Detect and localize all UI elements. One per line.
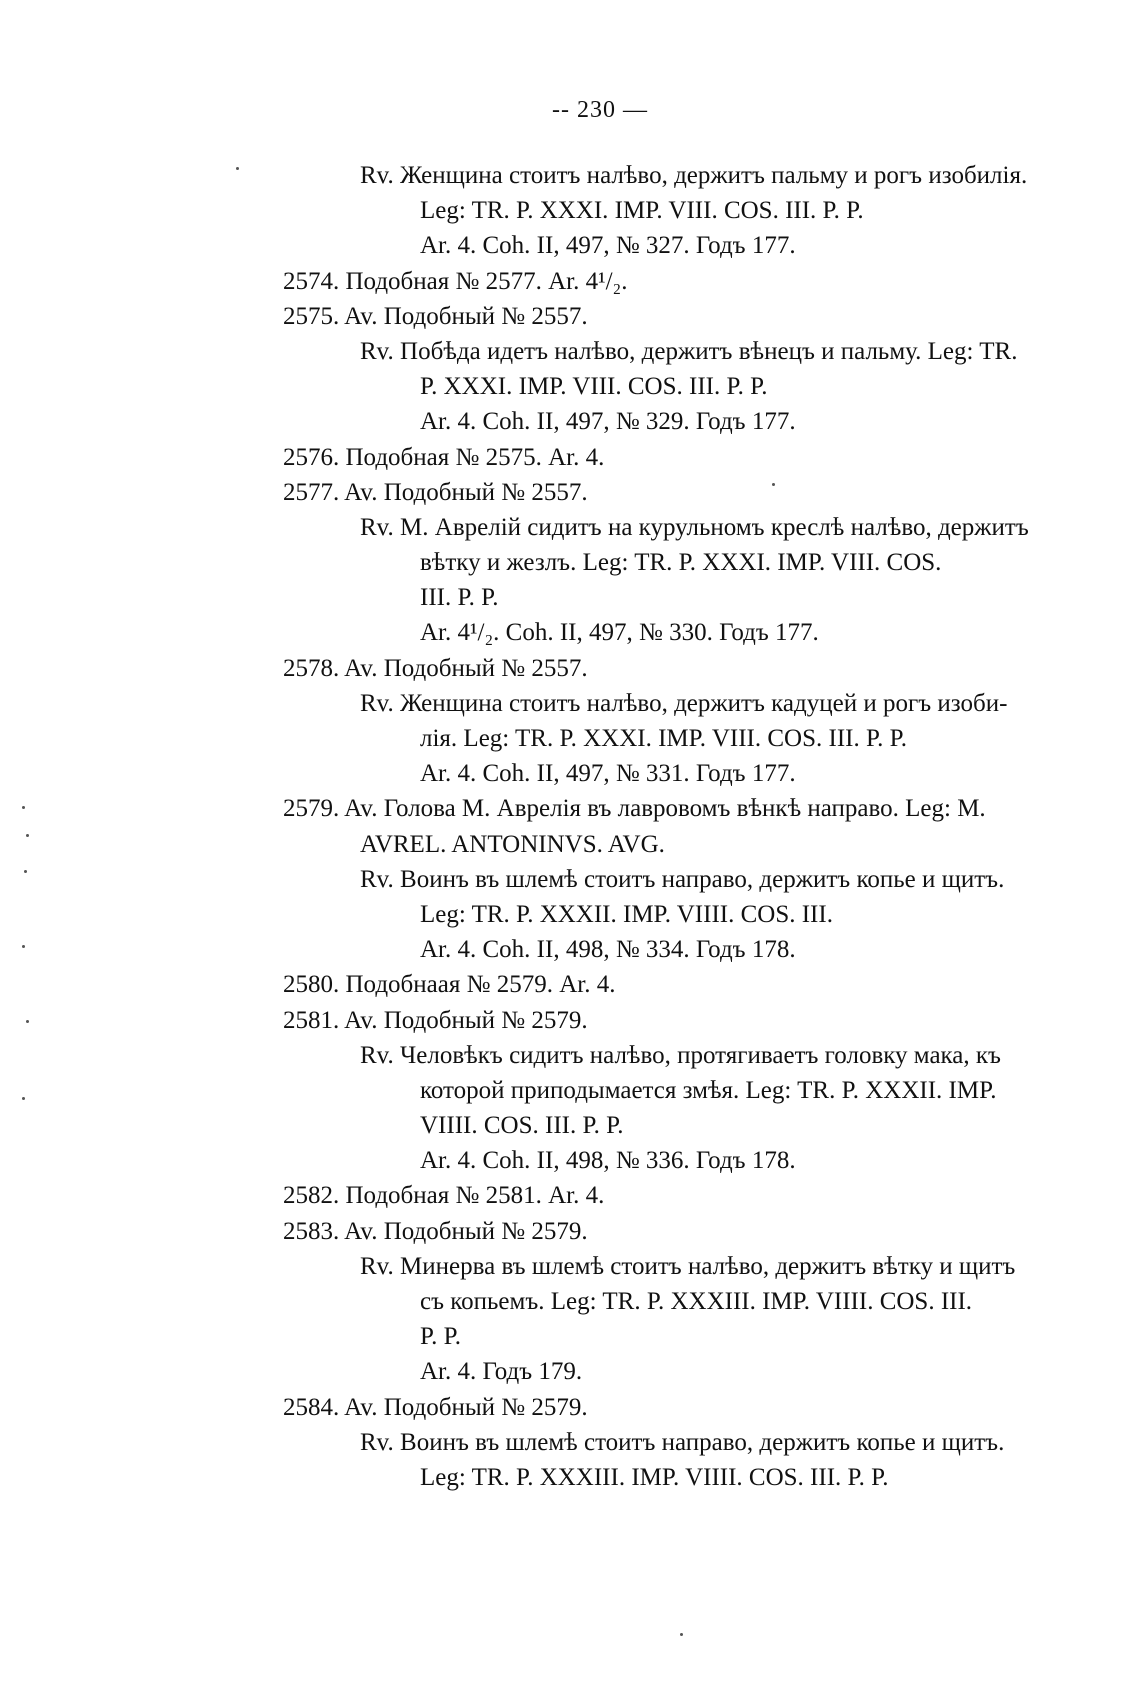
catalog-line-cont: Ar. 4. Coh. II, 497, № 329. Годъ 177.	[420, 408, 796, 436]
catalog-line-num: 2578. Av. Подобный № 2557.	[283, 654, 588, 682]
catalog-line-num: 2576. Подобная № 2575. Ar. 4.	[283, 443, 605, 471]
scan-speck	[680, 1633, 683, 1636]
catalog-line-num: 2575. Av. Подобный № 2557.	[283, 302, 588, 330]
catalog-line-cont: Ar. 4. Годъ 179.	[420, 1358, 583, 1386]
catalog-line-num: 2580. Подобнаая № 2579. Ar. 4.	[283, 971, 616, 999]
catalog-line-cont: вѣтку и жезлъ. Leg: TR. P. XXXI. IMP. VIII. COS.	[420, 549, 942, 577]
catalog-line-cont: III. P. P.	[420, 584, 499, 612]
catalog-line-num: 2582. Подобная № 2581. Ar. 4.	[283, 1182, 605, 1210]
catalog-line-cont: лія. Leg: TR. P. XXXI. IMP. VIII. COS. III. P. P.	[420, 725, 907, 752]
scan-speck	[22, 1097, 25, 1100]
scan-speck	[26, 1020, 29, 1023]
catalog-line-cont: Leg: TR. P. XXXII. IMP. VIIII. COS. III.	[420, 900, 833, 928]
catalog-line-num: 2581. Av. Подобный № 2579.	[283, 1006, 588, 1034]
catalog-line-cont: Ar. 4. Coh. II, 497, № 327. Годъ 177.	[420, 232, 796, 260]
catalog-line-cont: Ar. 4. Coh. II, 498, № 334. Годъ 178.	[420, 936, 796, 964]
catalog-line-cont: Leg: TR. P. XXXI. IMP. VIII. COS. III. P. P.	[420, 197, 864, 225]
catalog-line-cont: Ar. 4¹/₂. Coh. II, 497, № 330. Годъ 177.	[420, 619, 819, 647]
catalog-line-cont: Leg: TR. P. XXXIII. IMP. VIIII. COS. III. P. P.	[420, 1463, 889, 1491]
scan-speck	[24, 870, 27, 873]
catalog-text	[283, 158, 1103, 1495]
scan-speck	[26, 834, 29, 837]
catalog-line-rv: Rv. Побѣда идетъ налѣво, держитъ вѣнецъ и пальму. Leg: TR.	[360, 337, 1018, 365]
catalog-line-cont: VIIII. COS. III. P. P.	[420, 1112, 624, 1140]
catalog-line-cont: Ar. 4. Coh. II, 498, № 336. Годъ 178.	[420, 1147, 796, 1175]
scan-speck	[772, 483, 775, 486]
scan-speck	[22, 806, 25, 809]
catalog-line-num: 2583. Av. Подобный № 2579.	[283, 1217, 588, 1245]
catalog-line-cont: P. XXXI. IMP. VIII. COS. III. P. P.	[420, 373, 768, 401]
catalog-line-num: 2577. Av. Подобный № 2557.	[283, 478, 588, 506]
page-number: -- 230 —	[552, 97, 648, 123]
catalog-line-cont: которой приподымается змѣя. Leg: TR. P. XXXII. IMP.	[420, 1076, 997, 1104]
catalog-line-cont: P. P.	[420, 1323, 462, 1351]
catalog-line-num: 2579. Av. Голова M. Аврелія въ лавровомъ вѣнкѣ направо. Leg: M.	[283, 795, 986, 823]
scan-speck	[236, 167, 239, 170]
catalog-line-rv: Rv. Женщина стоитъ налѣво, держитъ пальму и рогъ изобилія.	[360, 162, 1028, 189]
catalog-line-rv: Rv. Воинъ въ шлемѣ стоитъ направо, держитъ копье и щитъ.	[360, 865, 1005, 893]
catalog-line-rv: Rv. Минерва въ шлемѣ стоитъ налѣво, держитъ вѣтку и щитъ	[360, 1252, 1016, 1280]
catalog-line-rv: Rv. Женщина стоитъ налѣво, держитъ кадуцей и рогъ изоби-	[360, 689, 1008, 717]
catalog-line-num: 2574. Подобная № 2577. Ar. 4¹/₂.	[283, 267, 628, 295]
catalog-line-cont: Ar. 4. Coh. II, 497, № 331. Годъ 177.	[420, 760, 796, 788]
catalog-line-cont: съ копьемъ. Leg: TR. P. XXXIII. IMP. VIIII. COS. III.	[420, 1288, 973, 1315]
catalog-line-av2: AVREL. ANTONINVS. AVG.	[360, 830, 665, 858]
scan-speck	[22, 945, 25, 948]
catalog-line-num: 2584. Av. Подобный № 2579.	[283, 1393, 588, 1421]
catalog-line-rv: Rv. M. Аврелій сидитъ на курульномъ креслѣ налѣво, держитъ	[360, 513, 1029, 541]
catalog-line-rv: Rv. Воинъ въ шлемѣ стоитъ направо, держитъ копье и щитъ.	[360, 1428, 1005, 1456]
catalog-line-rv: Rv. Человѣкъ сидитъ налѣво, протягиваетъ головку мака, къ	[360, 1041, 1001, 1069]
